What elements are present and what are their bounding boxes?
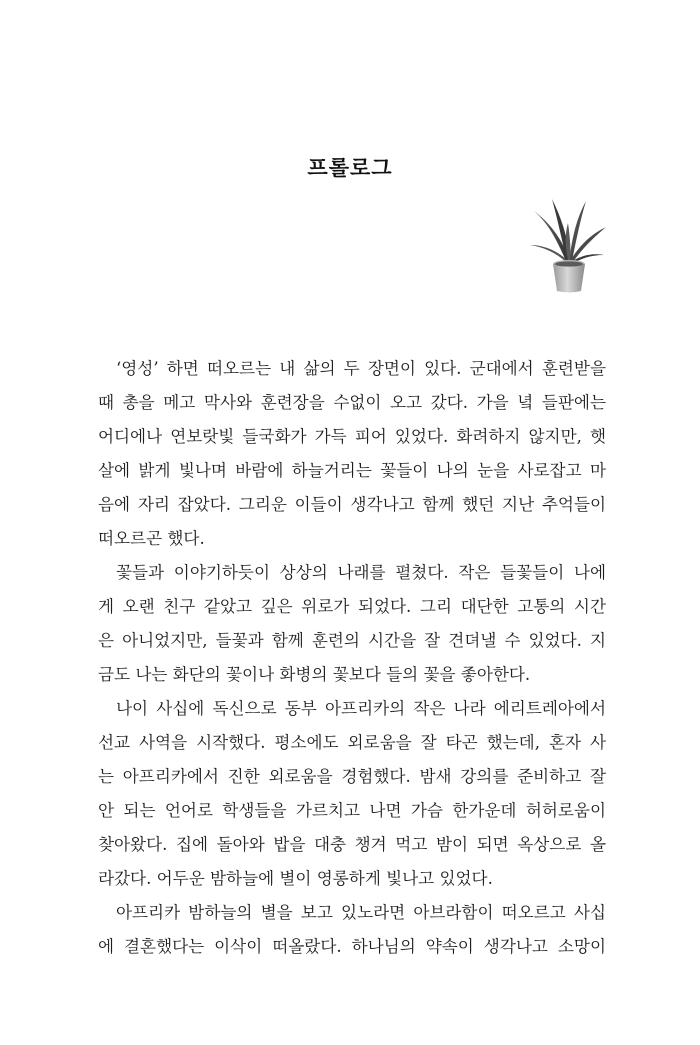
text-line: 에 결혼했다는 이삭이 떠올랐다. 하나님의 약속이 생각나고 소망이	[98, 937, 606, 956]
text-line: 떠오르곤 했다.	[98, 529, 205, 548]
text-line: 게 오랜 친구 같았고 깊은 위로가 되었다. 그리 대단한 고통의 시간	[98, 597, 606, 616]
text-line: 아프리카 밤하늘의 별을 보고 있노라면 아브라함이 떠오르고 사십	[116, 903, 606, 922]
body-text	[98, 352, 606, 964]
text-line: 나이 사십에 독신으로 동부 아프리카의 작은 나라 에리트레아에서	[116, 699, 606, 718]
text-line: 선교 사역을 시작했다. 평소에도 외로움을 잘 타곤 했는데, 혼자 사	[98, 733, 606, 752]
text-line: 살에 밝게 빛나며 바람에 하늘거리는 꽃들이 나의 눈을 사로잡고 마	[98, 461, 606, 480]
text-line: 금도 나는 화단의 꽃이나 화병의 꽃보다 들의 꽃을 좋아한다.	[98, 665, 531, 684]
text-line: 는 아프리카에서 진한 외로움을 경험했다. 밤새 강의를 준비하고 잘	[98, 767, 606, 786]
potted-plant-icon	[528, 195, 608, 295]
text-line: 꽃들과 이야기하듯이 상상의 나래를 펼쳤다. 작은 들꽃들이 나에	[116, 563, 606, 582]
text-line: ‘영성’ 하면 떠오르는 내 삶의 두 장면이 있다. 군대에서 훈련받을	[116, 359, 606, 378]
text-line: 은 아니었지만, 들꽃과 함께 훈련의 시간을 잘 견뎌낼 수 있었다. 지	[98, 631, 606, 650]
text-line: 찾아왔다. 집에 돌아와 밥을 대충 챙겨 먹고 밤이 되면 옥상으로 올	[98, 835, 606, 854]
text-line: 안 되는 언어로 학생들을 가르치고 나면 가슴 한가운데 허허로움이	[98, 801, 606, 820]
page-title: 프롤로그	[307, 156, 393, 180]
text-line: 음에 자리 잡았다. 그리운 이들이 생각나고 함께 했던 지난 추억들이	[98, 495, 606, 514]
text-line: 때 총을 메고 막사와 훈련장을 수없이 오고 갔다. 가을 녘 들판에는	[98, 393, 606, 412]
text-line: 어디에나 연보랏빛 들국화가 가득 피어 있었다. 화려하지 않지만, 햇	[98, 427, 606, 446]
text-line: 라갔다. 어두운 밤하늘에 별이 영롱하게 빛나고 있었다.	[98, 869, 493, 888]
